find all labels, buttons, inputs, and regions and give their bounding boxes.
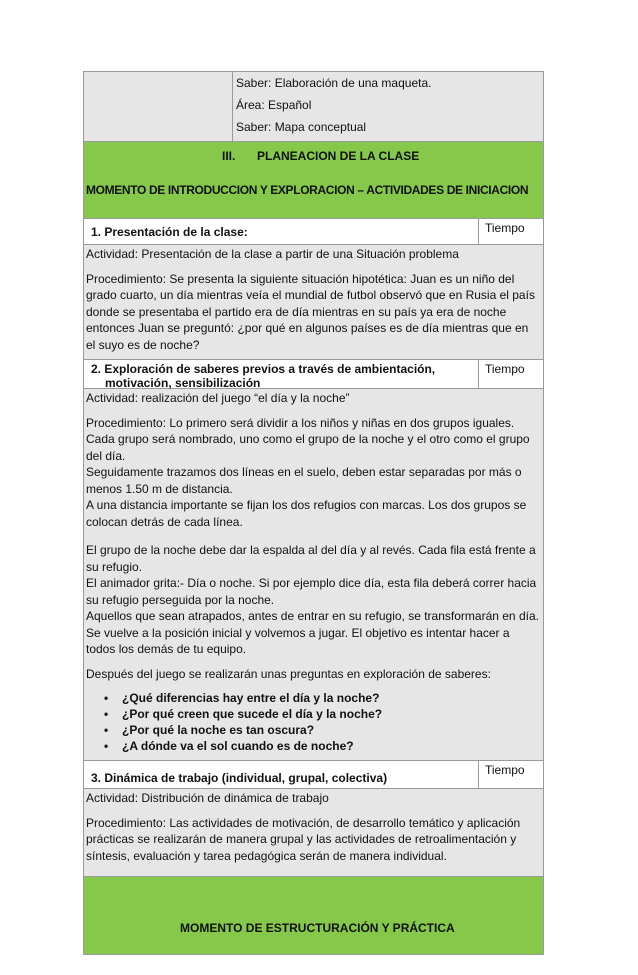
section1-actividad: Actividad: Presentación de la clase a partir de una Situación problema [86, 247, 459, 261]
section2-title: 2. Exploración de saberes previos a través de ambientación, motivación, sensibilización [91, 362, 436, 390]
section1-tiempo: Tiempo [478, 219, 543, 244]
section1-body [84, 245, 543, 360]
section3-procedimiento: Procedimiento: Las actividades de motivación, de desarrollo temático y aplicación prácticas se realizarán de manera grupal y las actividades de retroalimentación y síntesis, evaluación y tarea pedagógica serán de manera individual. [86, 815, 521, 863]
section2-proc4: El grupo de la noche debe dar la espalda al del día y al revés. Cada fila está frente a su refugio. [86, 543, 536, 574]
section3-header [84, 761, 543, 789]
area-espanol: Área: Español [236, 98, 312, 112]
question-item: • ¿Por qué la noche es tan oscura? [86, 722, 539, 738]
question-item: • ¿A dónde va el sol cuando es de noche? [86, 738, 539, 754]
lesson-plan-table [83, 71, 544, 955]
momento-introduccion-title: MOMENTO DE INTRODUCCION Y EXPLORACION – ACTIVIDADES DE INICIACION [86, 183, 529, 197]
saber-maqueta: Saber: Elaboración de una maqueta. [236, 76, 432, 90]
section2-proc3: A una distancia importante se fijan los dos refugios con marcas. Los dos grupos se colocan detrás de cada línea. [86, 498, 527, 529]
section2-body [84, 389, 543, 761]
estructuracion-title: MOMENTO DE ESTRUCTURACIÓN Y PRÁCTICA [180, 921, 455, 935]
saber-mapa: Saber: Mapa conceptual [236, 120, 367, 134]
section2-proc6: Aquellos que sean atrapados, antes de entrar en su refugio, se transformarán en día. Se vuelve a la posición inicial y volvemos a jugar. El objetivo es intentar hacer a todos los demás de tu equipo. [86, 609, 539, 656]
section3-tiempo: Tiempo [478, 761, 543, 788]
section2-proc2: Seguidamente trazamos dos líneas en el suelo, deben estar separadas por más o menos 1.50 m de distancia. [86, 465, 522, 496]
section2-proc5: El animador grita:- Día o noche. Si por ejemplo dice día, esta fila deberá correr hacia su refugio perseguida por la noche. [86, 576, 537, 607]
section2-proc1: Procedimiento: Lo primero será dividir a los niños y niñas en dos grupos iguales. Cada grupo será nombrado, uno como el grupo de la noche y el otro como el grupo del día. [86, 415, 530, 463]
section3-title: 3. Dinámica de trabajo (individual, grupal, colectiva) [91, 771, 388, 785]
section-number: III. [222, 149, 236, 163]
section3-actividad: Actividad: Distribución de dinámica de trabajo [86, 791, 329, 805]
section1-procedimiento: Procedimiento: Se presenta la siguiente situación hipotética: Juan es un niño del grado cuarto, un día mientras veía el mundial de futbol observó que en Rusia el país donde se presentaba el partido era de día mientras en su país ya era de noche entonces Juan se preguntó: ¿por qué en algunos países es de día mientras que en el suyo es de noche? [86, 271, 535, 352]
section2-tiempo: Tiempo [478, 360, 543, 388]
section2-actividad: Actividad: realización del juego “el día y la noche” [86, 391, 350, 405]
column-divider [232, 72, 233, 142]
questions-list [86, 690, 539, 754]
question-item: • ¿Qué diferencias hay entre el día y la noche? [86, 690, 539, 706]
section1-title: 1. Presentación de la clase: [91, 225, 248, 239]
planeacion-header [84, 142, 543, 219]
section3-body [84, 789, 543, 877]
question-item: • ¿Por qué creen que sucede el día y la noche? [86, 706, 539, 722]
estructuracion-header [84, 877, 543, 954]
section2-despues: Después del juego se realizarán unas preguntas en exploración de saberes: [86, 666, 491, 681]
saber-area-block [84, 72, 543, 142]
section2-header [84, 360, 543, 389]
section1-header [84, 219, 543, 245]
planeacion-title: PLANEACION DE LA CLASE [257, 149, 420, 163]
